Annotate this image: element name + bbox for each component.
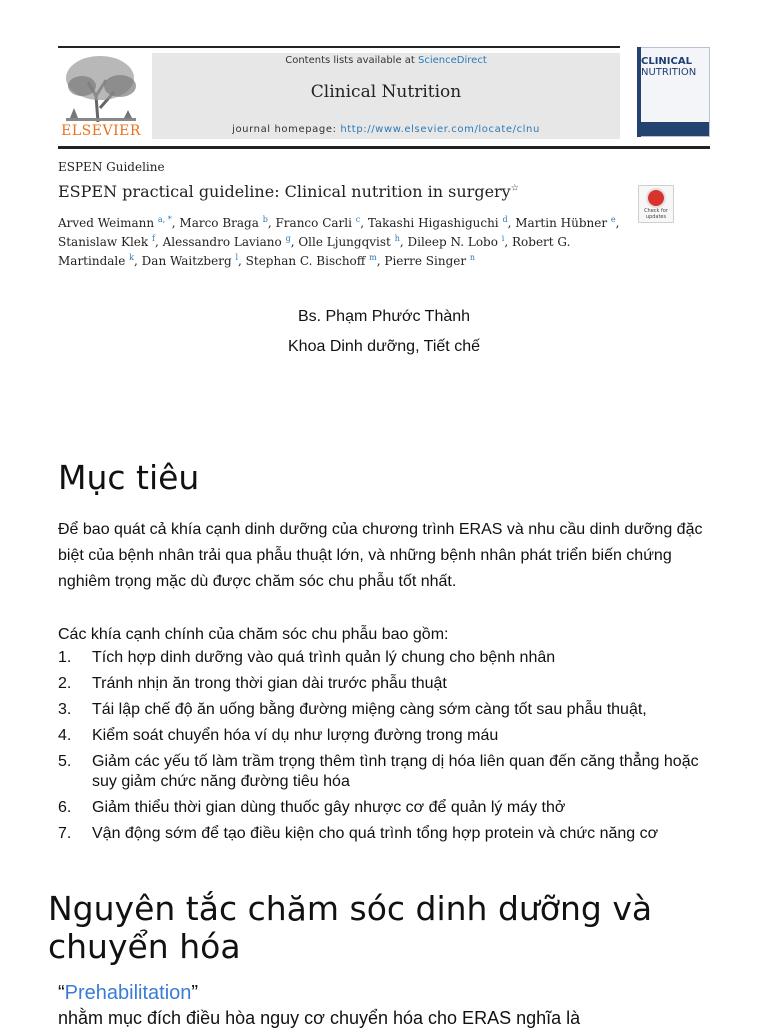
author-affiliation[interactable]: a, *	[157, 215, 172, 224]
list-item-number: 7.	[58, 825, 72, 842]
list-item-text: Tránh nhịn ăn trong thời gian dài trước phẫu thuật	[92, 675, 447, 692]
author-name[interactable]: Dileep N. Lobo	[407, 235, 498, 249]
cover-title-line-2: NUTRITION	[641, 67, 697, 78]
journal-cover-title	[641, 56, 709, 78]
list-item	[58, 726, 718, 746]
author-affiliation[interactable]: g	[285, 234, 291, 243]
list-item	[58, 798, 718, 818]
prehabilitation-description: nhằm mục đích điều hòa nguy cơ chuyển hóa cho ERAS nghĩa là	[58, 1008, 581, 1028]
author-affiliation[interactable]: b	[262, 215, 268, 224]
list-item-text: Tích hợp dinh dưỡng vào quá trình quản lý chung cho bệnh nhân	[92, 649, 556, 666]
article-type-label: ESPEN Guideline	[58, 160, 165, 174]
author-affiliation[interactable]: e	[610, 215, 616, 224]
header-bottom-rule	[58, 146, 710, 149]
author-name[interactable]: Stanislaw Klek	[58, 235, 149, 249]
journal-title: Clinical Nutrition	[310, 82, 462, 102]
author-name[interactable]: Stephan C. Bischoff	[245, 254, 366, 268]
list-item	[58, 752, 718, 792]
list-item-text: Tái lập chế độ ăn uống bằng đường miệng càng sớm càng tốt sau phẫu thuật,	[92, 701, 647, 718]
list-item	[58, 648, 718, 668]
perioperative-aspects-list	[58, 648, 718, 850]
author-name[interactable]: Olle Ljungqvist	[298, 235, 391, 249]
author-affiliation[interactable]: f	[152, 234, 155, 243]
contents-text: Contents lists available at	[285, 55, 415, 66]
author-name[interactable]: Franco Carli	[275, 216, 352, 230]
list-item-text: Vận động sớm để tạo điều kiện cho quá trình tổng hợp protein và chức năng cơ	[92, 825, 659, 842]
list-item-number: 2.	[58, 675, 72, 692]
list-item	[58, 700, 718, 720]
author-affiliation[interactable]: c	[355, 215, 361, 224]
list-item	[58, 824, 718, 844]
homepage-line	[152, 124, 620, 135]
author-affiliation[interactable]: h	[394, 234, 400, 243]
section-title-principles: Nguyên tắc chăm sóc dinh dưỡng và chuyển hóa	[48, 889, 653, 966]
list-item-text: Giảm các yếu tố làm trầm trọng thêm tình trạng dị hóa liên quan đến căng thẳng hoặc suy giảm chức năng đường tiêu hóa	[92, 753, 699, 790]
crossmark-label: Check for updates	[644, 208, 668, 220]
prehabilitation-term	[58, 982, 198, 1005]
crossmark-icon	[646, 188, 666, 208]
author-affiliation[interactable]: i	[501, 234, 505, 243]
section-title-objectives: Mục tiêu	[58, 458, 200, 497]
header-top-rule	[58, 46, 620, 48]
quote-open: “	[58, 982, 65, 1004]
presenter-name: Bs. Phạm Phước Thành	[297, 308, 471, 325]
author-name[interactable]: Martin Hübner	[515, 216, 608, 230]
author-list: Arved Weimann $^{a, *}$, Marco Braga $^b$, Franco Carli $^c$, Takashi Higashiguchi $^d$, Martin Hübner $^e$, Stanislaw Klek $^f$, Alessandro Laviano $^g$, Olle Ljungqvist $^h$, Dileep N. Lobo $^i$, Robert G. Martindale $^k$, Dan Waitzberg $^l$, Stephan C. Bischoff $^m$, Pierre Singer $^n$	[58, 215, 620, 268]
journal-cover-band	[638, 122, 709, 136]
author-name[interactable]: Takashi Higashiguchi	[367, 216, 499, 230]
author-name[interactable]: Dan Waitzberg	[141, 254, 232, 268]
author-name[interactable]: Arved Weimann	[58, 216, 155, 230]
homepage-label: journal homepage:	[232, 124, 337, 135]
objectives-paragraph: Để bao quát cả khía cạnh dinh dưỡng của chương trình ERAS và nhu cầu dinh dưỡng đặc biệt của bệnh nhân trải qua phẫu thuật lớn, và những bệnh nhân phát triển biến chứng nghiêm trọng mặc dù được chăm sóc chu phẫu tốt nhất.	[58, 521, 703, 590]
sciencedirect-link[interactable]: ScienceDirect	[418, 55, 487, 66]
article-title	[58, 182, 519, 201]
author-affiliation[interactable]: l	[235, 253, 239, 262]
quote-close: ”	[191, 982, 199, 1004]
author-name[interactable]: Pierre Singer	[384, 254, 467, 268]
list-item-number: 4.	[58, 727, 72, 744]
author-name[interactable]: Robert G. Martindale	[58, 235, 571, 268]
author-affiliation[interactable]: m	[369, 253, 377, 262]
list-item-text: Kiểm soát chuyển hóa ví dụ như lượng đường trong máu	[92, 727, 499, 744]
author-name[interactable]: Marco Braga	[179, 216, 259, 230]
author-affiliation[interactable]: k	[129, 253, 135, 262]
author-affiliation[interactable]: d	[502, 215, 508, 224]
article-title-mark: ☆	[510, 183, 519, 194]
author-name[interactable]: Alessandro Laviano	[162, 235, 282, 249]
author-affiliation[interactable]: n	[469, 253, 476, 262]
list-item-number: 5.	[58, 753, 72, 770]
contents-line	[152, 55, 620, 66]
list-item	[58, 674, 718, 694]
list-intro: Các khía cạnh chính của chăm sóc chu phẫu bao gồm:	[58, 626, 449, 643]
list-item-number: 3.	[58, 701, 72, 718]
publisher-name: ELSEVIER	[61, 123, 141, 139]
homepage-url[interactable]: http://www.elsevier.com/locate/clnu	[340, 124, 540, 135]
list-item-number: 6.	[58, 799, 72, 816]
list-item-number: 1.	[58, 649, 72, 666]
cover-title-line-1: CLINICAL	[641, 56, 692, 67]
prehabilitation-link[interactable]: Prehabilitation	[64, 982, 192, 1004]
list-item-text: Giảm thiểu thời gian dùng thuốc gây nhược cơ để quản lý máy thở	[92, 799, 566, 816]
article-title-text: ESPEN practical guideline: Clinical nutrition in surgery	[58, 182, 511, 201]
presenter-department: Khoa Dinh dưỡng, Tiết chế	[288, 338, 480, 355]
